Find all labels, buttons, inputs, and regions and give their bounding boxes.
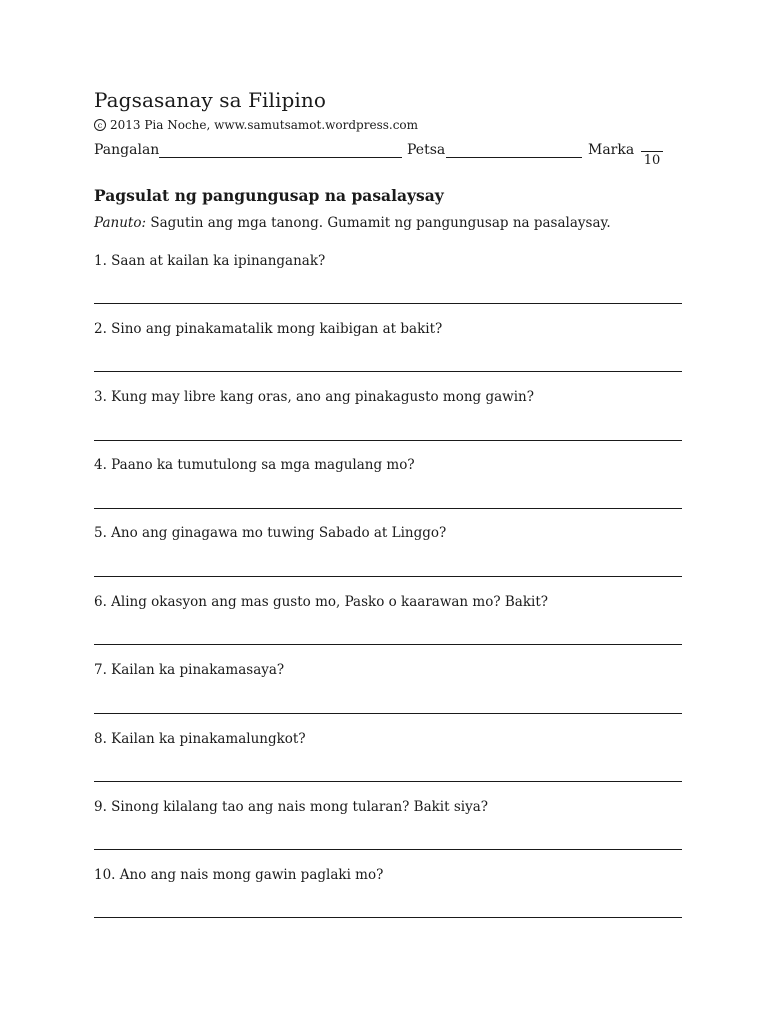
date-label: Petsa: [407, 142, 446, 158]
answer-line-9[interactable]: [94, 849, 682, 850]
question-5: 5. Ano ang ginagawa mo tuwing Sabado at Linggo?: [94, 525, 447, 541]
section-heading: Pagsulat ng pangungusap na pasalaysay: [94, 186, 444, 205]
answer-line-3[interactable]: [94, 440, 682, 441]
instructions: [94, 215, 611, 231]
score-field[interactable]: [641, 151, 663, 152]
question-9: 9. Sinong kilalang tao ang nais mong tularan? Bakit siya?: [94, 799, 489, 815]
copyright-text: 2013 Pia Noche, www.samutsamot.wordpress.com: [110, 118, 419, 132]
question-6: 6. Aling okasyon ang mas gusto mo, Pasko o kaarawan mo? Bakit?: [94, 594, 549, 610]
question-3: 3. Kung may libre kang oras, ano ang pinakagusto mong gawin?: [94, 389, 534, 405]
question-10: 10. Ano ang nais mong gawin paglaki mo?: [94, 867, 384, 883]
question-1: 1. Saan at kailan ka ipinanganak?: [94, 253, 326, 269]
answer-line-6[interactable]: [94, 644, 682, 645]
copyright-icon: c: [94, 119, 106, 131]
date-field[interactable]: [446, 157, 582, 158]
question-2: 2. Sino ang pinakamatalik mong kaibigan at bakit?: [94, 321, 443, 337]
answer-line-10[interactable]: [94, 917, 682, 918]
instruction-label: Panuto:: [94, 215, 147, 231]
instruction-text: Sagutin ang mga tanong. Gumamit ng pangungusap na pasalaysay.: [150, 215, 611, 231]
question-8: 8. Kailan ka pinakamalungkot?: [94, 731, 306, 747]
name-field[interactable]: [159, 157, 402, 158]
answer-line-2[interactable]: [94, 371, 682, 372]
score-label: Marka: [588, 142, 635, 158]
question-7: 7. Kailan ka pinakamasaya?: [94, 662, 285, 678]
name-label: Pangalan: [94, 142, 160, 158]
answer-line-1[interactable]: [94, 303, 682, 304]
page-title: Pagsasanay sa Filipino: [94, 88, 327, 112]
question-4: 4. Paano ka tumutulong sa mga magulang mo?: [94, 457, 415, 473]
answer-line-4[interactable]: [94, 508, 682, 509]
answer-line-7[interactable]: [94, 713, 682, 714]
answer-line-8[interactable]: [94, 781, 682, 782]
score-denominator: 10: [643, 153, 661, 168]
copyright-line: [94, 118, 418, 132]
answer-line-5[interactable]: [94, 576, 682, 577]
